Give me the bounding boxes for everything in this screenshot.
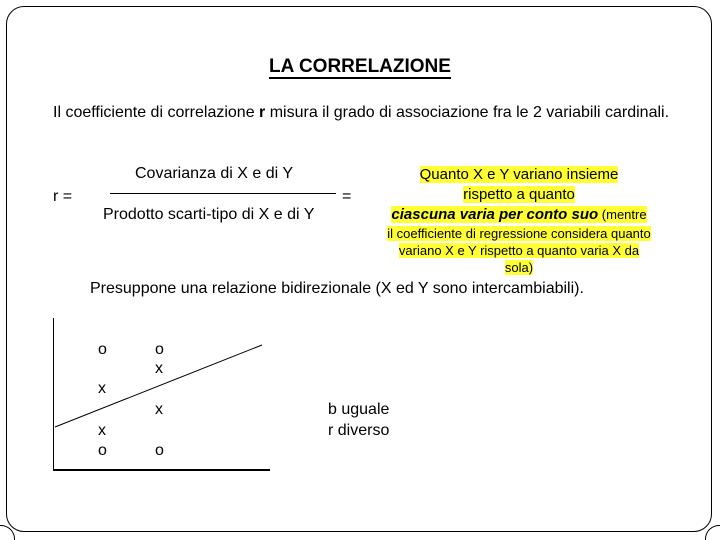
intro-text-end: misura il grado di associazione fra le 2 variabili cardinali. xyxy=(265,104,670,121)
scatter-point-x: x xyxy=(98,380,106,397)
formula-numerator: Covarianza di X e di Y xyxy=(135,165,294,182)
explanation-line-6: sola) xyxy=(504,260,534,275)
scatter-point-o: o xyxy=(98,442,107,459)
explanation-line-4: il coefficiente di regressione considera quanto xyxy=(387,226,651,241)
scatter-point-o: o xyxy=(155,442,164,459)
bidirectional-note: Presuppone una relazione bidirezionale (X ed Y sono intercambiabili). xyxy=(90,280,584,297)
explanation-line-2: rispetto a quanto xyxy=(463,186,575,203)
intro-text-start: Il coefficiente di correlazione xyxy=(53,104,260,121)
intro-r-symbol: r xyxy=(259,104,266,121)
scatter-point-o: o xyxy=(98,341,107,358)
slide-title: LA CORRELAZIONE xyxy=(269,56,451,77)
scatter-point-x: x xyxy=(155,401,163,418)
formula-lhs: r = xyxy=(53,188,73,205)
explanation-line-5: variano X e Y rispetto a quanto varia X da xyxy=(398,243,640,258)
explanation-line-1: Quanto X e Y variano insieme xyxy=(419,166,619,183)
scatter-point-x: x xyxy=(155,360,163,377)
explanation-line-3-rest: (mentre xyxy=(598,207,647,222)
b-uguale-note: b uguale xyxy=(328,401,390,418)
explanation-line-3-bold: ciascuna varia per conto suo xyxy=(391,206,599,223)
scatter-point-x: x xyxy=(98,422,106,439)
r-diverso-note: r diverso xyxy=(328,422,390,439)
formula-equals: = xyxy=(342,188,352,205)
scatter-point-o: o xyxy=(155,341,164,358)
formula-denominator: Prodotto scarti-tipo di X e di Y xyxy=(103,206,315,223)
